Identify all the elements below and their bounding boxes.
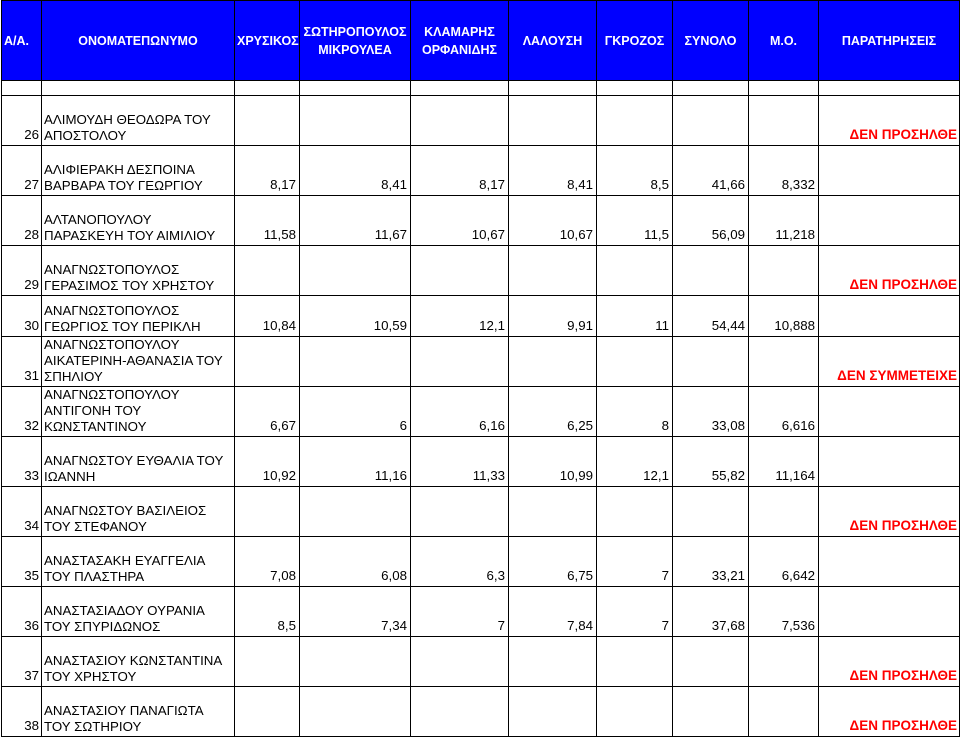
- score-cell: 6,67: [235, 387, 300, 437]
- header-klamaris: ΚΛΑΜΑΡΗΣ ΟΡΦΑΝΙΔΗΣ: [411, 1, 509, 81]
- spacer-row: [2, 81, 960, 96]
- remark-text: ΔΕΝ ΠΡΟΣΗΛΘΕ: [849, 718, 957, 733]
- table-row: [2, 487, 960, 537]
- score-cell: 9,91: [509, 296, 597, 337]
- row-number: 26: [2, 96, 42, 146]
- score-cell: 10,84: [235, 296, 300, 337]
- score-cell: 11,218: [749, 196, 819, 246]
- remark-cell: [819, 296, 960, 337]
- score-cell: [411, 96, 509, 146]
- score-cell: 6: [300, 387, 411, 437]
- row-number: 28: [2, 196, 42, 246]
- score-cell: 11: [597, 296, 673, 337]
- score-cell: 8,17: [411, 146, 509, 196]
- candidate-name: ΑΝΑΓΝΩΣΤΟΠΟΥΛΟΥ ΑΝΤΙΓΟΝΗ ΤΟΥ ΚΩΝΣΤΑΝΤΙΝΟΥ: [42, 387, 235, 437]
- score-cell: 10,59: [300, 296, 411, 337]
- score-cell: 7: [597, 537, 673, 587]
- score-cell: [749, 96, 819, 146]
- row-number: 32: [2, 387, 42, 437]
- remark-cell: [819, 637, 960, 687]
- score-cell: [749, 637, 819, 687]
- remark-text: ΔΕΝ ΠΡΟΣΗΛΘΕ: [849, 277, 957, 292]
- score-cell: 8,5: [597, 146, 673, 196]
- header-chrysikos: ΧΡΥΣΙΚΟΣ: [235, 1, 300, 81]
- spacer-cell: [597, 81, 673, 96]
- score-cell: 6,16: [411, 387, 509, 437]
- spacer-cell: [235, 81, 300, 96]
- candidate-name: ΑΝΑΓΝΩΣΤΟΠΟΥΛΟΣ ΓΕΡΑΣΙΜΟΣ ΤΟΥ ΧΡΗΣΤΟΥ: [42, 246, 235, 296]
- score-cell: [749, 487, 819, 537]
- score-cell: 8,332: [749, 146, 819, 196]
- table-row: [2, 437, 960, 487]
- score-cell: 54,44: [673, 296, 749, 337]
- remark-text: ΔΕΝ ΣΥΜΜΕΤΕΙΧΕ: [837, 368, 957, 383]
- results-table: [1, 0, 960, 737]
- header-remarks: ΠΑΡΑΤΗΡΗΣΕΙΣ: [819, 1, 960, 81]
- score-cell: [235, 487, 300, 537]
- remark-cell: [819, 487, 960, 537]
- score-cell: 11,5: [597, 196, 673, 246]
- remark-text: ΔΕΝ ΠΡΟΣΗΛΘΕ: [849, 518, 957, 533]
- score-cell: [749, 687, 819, 737]
- score-cell: 6,3: [411, 537, 509, 587]
- score-cell: [597, 246, 673, 296]
- score-cell: [235, 687, 300, 737]
- score-cell: 37,68: [673, 587, 749, 637]
- score-cell: [749, 337, 819, 387]
- candidate-name: ΑΝΑΓΝΩΣΤΟΥ ΕΥΘΑΛΙΑ ΤΟΥ ΙΩΑΝΝΗ: [42, 437, 235, 487]
- score-cell: 7: [411, 587, 509, 637]
- score-cell: [673, 487, 749, 537]
- score-cell: 7,536: [749, 587, 819, 637]
- remark-cell: [819, 146, 960, 196]
- score-cell: 11,67: [300, 196, 411, 246]
- score-cell: [411, 687, 509, 737]
- score-cell: 41,66: [673, 146, 749, 196]
- score-cell: [300, 487, 411, 537]
- candidate-name: ΑΛΙΦΙΕΡΑΚΗ ΔΕΣΠΟΙΝΑ ΒΑΡΒΑΡΑ ΤΟΥ ΓΕΩΡΓΙΟΥ: [42, 146, 235, 196]
- candidate-name: ΑΝΑΣΤΑΣΙΟΥ ΚΩΝΣΤΑΝΤΙΝΑ ΤΟΥ ΧΡΗΣΤΟΥ: [42, 637, 235, 687]
- header-sotiropoulos: ΣΩΤΗΡΟΠΟΥΛΟΣ ΜΙΚΡΟΥΛΕΑ: [300, 1, 411, 81]
- spacer-cell: [749, 81, 819, 96]
- score-cell: [235, 337, 300, 387]
- remark-cell: [819, 387, 960, 437]
- remark-cell: [819, 96, 960, 146]
- score-cell: 12,1: [411, 296, 509, 337]
- score-cell: [673, 687, 749, 737]
- score-cell: [300, 96, 411, 146]
- score-cell: [597, 687, 673, 737]
- score-cell: [235, 246, 300, 296]
- table-row: [2, 637, 960, 687]
- score-cell: [509, 337, 597, 387]
- table-row: [2, 337, 960, 387]
- candidate-name: ΑΝΑΓΝΩΣΤΟΥ ΒΑΣΙΛΕΙΟΣ ΤΟΥ ΣΤΕΦΑΝΟΥ: [42, 487, 235, 537]
- remark-cell: [819, 437, 960, 487]
- score-cell: 12,1: [597, 437, 673, 487]
- score-cell: [411, 637, 509, 687]
- remark-text: ΔΕΝ ΠΡΟΣΗΛΘΕ: [849, 668, 957, 683]
- score-cell: 55,82: [673, 437, 749, 487]
- score-cell: 7,08: [235, 537, 300, 587]
- score-cell: 6,08: [300, 537, 411, 587]
- score-cell: 8,5: [235, 587, 300, 637]
- score-cell: [300, 246, 411, 296]
- remark-cell: [819, 196, 960, 246]
- score-cell: 10,92: [235, 437, 300, 487]
- score-cell: [235, 637, 300, 687]
- candidate-name: ΑΝΑΣΤΑΣΙΟΥ ΠΑΝΑΓΙΩΤΑ ΤΟΥ ΣΩΤΗΡΙΟΥ: [42, 687, 235, 737]
- score-cell: [411, 487, 509, 537]
- score-cell: 10,67: [411, 196, 509, 246]
- score-cell: [597, 96, 673, 146]
- score-cell: 6,642: [749, 537, 819, 587]
- score-cell: [509, 637, 597, 687]
- table-row: [2, 146, 960, 196]
- score-cell: 6,25: [509, 387, 597, 437]
- spacer-cell: [42, 81, 235, 96]
- score-cell: 11,33: [411, 437, 509, 487]
- score-cell: [597, 487, 673, 537]
- spacer-cell: [300, 81, 411, 96]
- table-row: [2, 587, 960, 637]
- row-number: 30: [2, 296, 42, 337]
- score-cell: [235, 96, 300, 146]
- row-number: 38: [2, 687, 42, 737]
- table-row: [2, 537, 960, 587]
- score-cell: [673, 337, 749, 387]
- table-row: [2, 387, 960, 437]
- score-cell: [673, 246, 749, 296]
- row-number: 33: [2, 437, 42, 487]
- score-cell: 56,09: [673, 196, 749, 246]
- spacer-cell: [411, 81, 509, 96]
- table-body: [2, 81, 960, 737]
- score-cell: [509, 96, 597, 146]
- score-cell: 8,17: [235, 146, 300, 196]
- row-number: 36: [2, 587, 42, 637]
- header-synolo: ΣΥΝΟΛΟ: [673, 1, 749, 81]
- score-cell: 33,08: [673, 387, 749, 437]
- header-row: [2, 1, 960, 81]
- remark-cell: [819, 246, 960, 296]
- row-number: 31: [2, 337, 42, 387]
- remark-cell: [819, 537, 960, 587]
- score-cell: 10,99: [509, 437, 597, 487]
- row-number: 37: [2, 637, 42, 687]
- row-number: 27: [2, 146, 42, 196]
- candidate-name: ΑΝΑΣΤΑΣΙΑΔΟΥ ΟΥΡΑΝΙΑ ΤΟΥ ΣΠΥΡΙΔΩΝΟΣ: [42, 587, 235, 637]
- spacer-cell: [819, 81, 960, 96]
- score-cell: 10,67: [509, 196, 597, 246]
- score-cell: 7,84: [509, 587, 597, 637]
- score-cell: [673, 637, 749, 687]
- row-number: 29: [2, 246, 42, 296]
- score-cell: 33,21: [673, 537, 749, 587]
- score-cell: [509, 487, 597, 537]
- score-cell: 7: [597, 587, 673, 637]
- score-cell: [509, 687, 597, 737]
- spacer-cell: [2, 81, 42, 96]
- score-cell: 8: [597, 387, 673, 437]
- score-cell: [597, 337, 673, 387]
- score-cell: [509, 246, 597, 296]
- spacer-cell: [673, 81, 749, 96]
- header-mo: Μ.Ο.: [749, 1, 819, 81]
- table-row: [2, 296, 960, 337]
- score-cell: [300, 637, 411, 687]
- remark-cell: [819, 587, 960, 637]
- header-lalousi: ΛΑΛΟΥΣΗ: [509, 1, 597, 81]
- score-cell: [300, 337, 411, 387]
- candidate-name: ΑΝΑΓΝΩΣΤΟΠΟΥΛΟΣ ΓΕΩΡΓΙΟΣ ΤΟΥ ΠΕΡΙΚΛΗ: [42, 296, 235, 337]
- score-cell: [673, 96, 749, 146]
- candidate-name: ΑΝΑΣΤΑΣΑΚΗ ΕΥΑΓΓΕΛΙΑ ΤΟΥ ΠΛΑΣΤΗΡΑ: [42, 537, 235, 587]
- table-row: [2, 96, 960, 146]
- row-number: 34: [2, 487, 42, 537]
- header-name: ΟΝΟΜΑΤΕΠΩΝΥΜΟ: [42, 1, 235, 81]
- spacer-cell: [509, 81, 597, 96]
- table-row: [2, 687, 960, 737]
- header-aa: Α/Α.: [2, 1, 42, 81]
- score-cell: [411, 337, 509, 387]
- score-cell: 11,58: [235, 196, 300, 246]
- remark-cell: [819, 337, 960, 387]
- score-cell: 6,616: [749, 387, 819, 437]
- score-cell: 8,41: [300, 146, 411, 196]
- score-cell: 8,41: [509, 146, 597, 196]
- table-row: [2, 246, 960, 296]
- candidate-name: ΑΛΤΑΝΟΠΟΥΛΟΥ ΠΑΡΑΣΚΕΥΗ ΤΟΥ ΑΙΜΙΛΙΟΥ: [42, 196, 235, 246]
- score-cell: 6,75: [509, 537, 597, 587]
- score-cell: 11,164: [749, 437, 819, 487]
- score-cell: 7,34: [300, 587, 411, 637]
- header-grozos: ΓΚΡΟΖΟΣ: [597, 1, 673, 81]
- remark-text: ΔΕΝ ΠΡΟΣΗΛΘΕ: [849, 127, 957, 142]
- score-cell: [749, 246, 819, 296]
- score-cell: 11,16: [300, 437, 411, 487]
- score-cell: [597, 637, 673, 687]
- score-cell: [300, 687, 411, 737]
- remark-cell: [819, 687, 960, 737]
- score-cell: [411, 246, 509, 296]
- candidate-name: ΑΝΑΓΝΩΣΤΟΠΟΥΛΟΥ ΑΙΚΑΤΕΡΙΝΗ-ΑΘΑΝΑΣΙΑ ΤΟΥ ΣΠΗΛΙΟΥ: [42, 337, 235, 387]
- table-row: [2, 196, 960, 246]
- row-number: 35: [2, 537, 42, 587]
- score-cell: 10,888: [749, 296, 819, 337]
- candidate-name: ΑΛΙΜΟΥΔΗ ΘΕΟΔΩΡΑ ΤΟΥ ΑΠΟΣΤΟΛΟΥ: [42, 96, 235, 146]
